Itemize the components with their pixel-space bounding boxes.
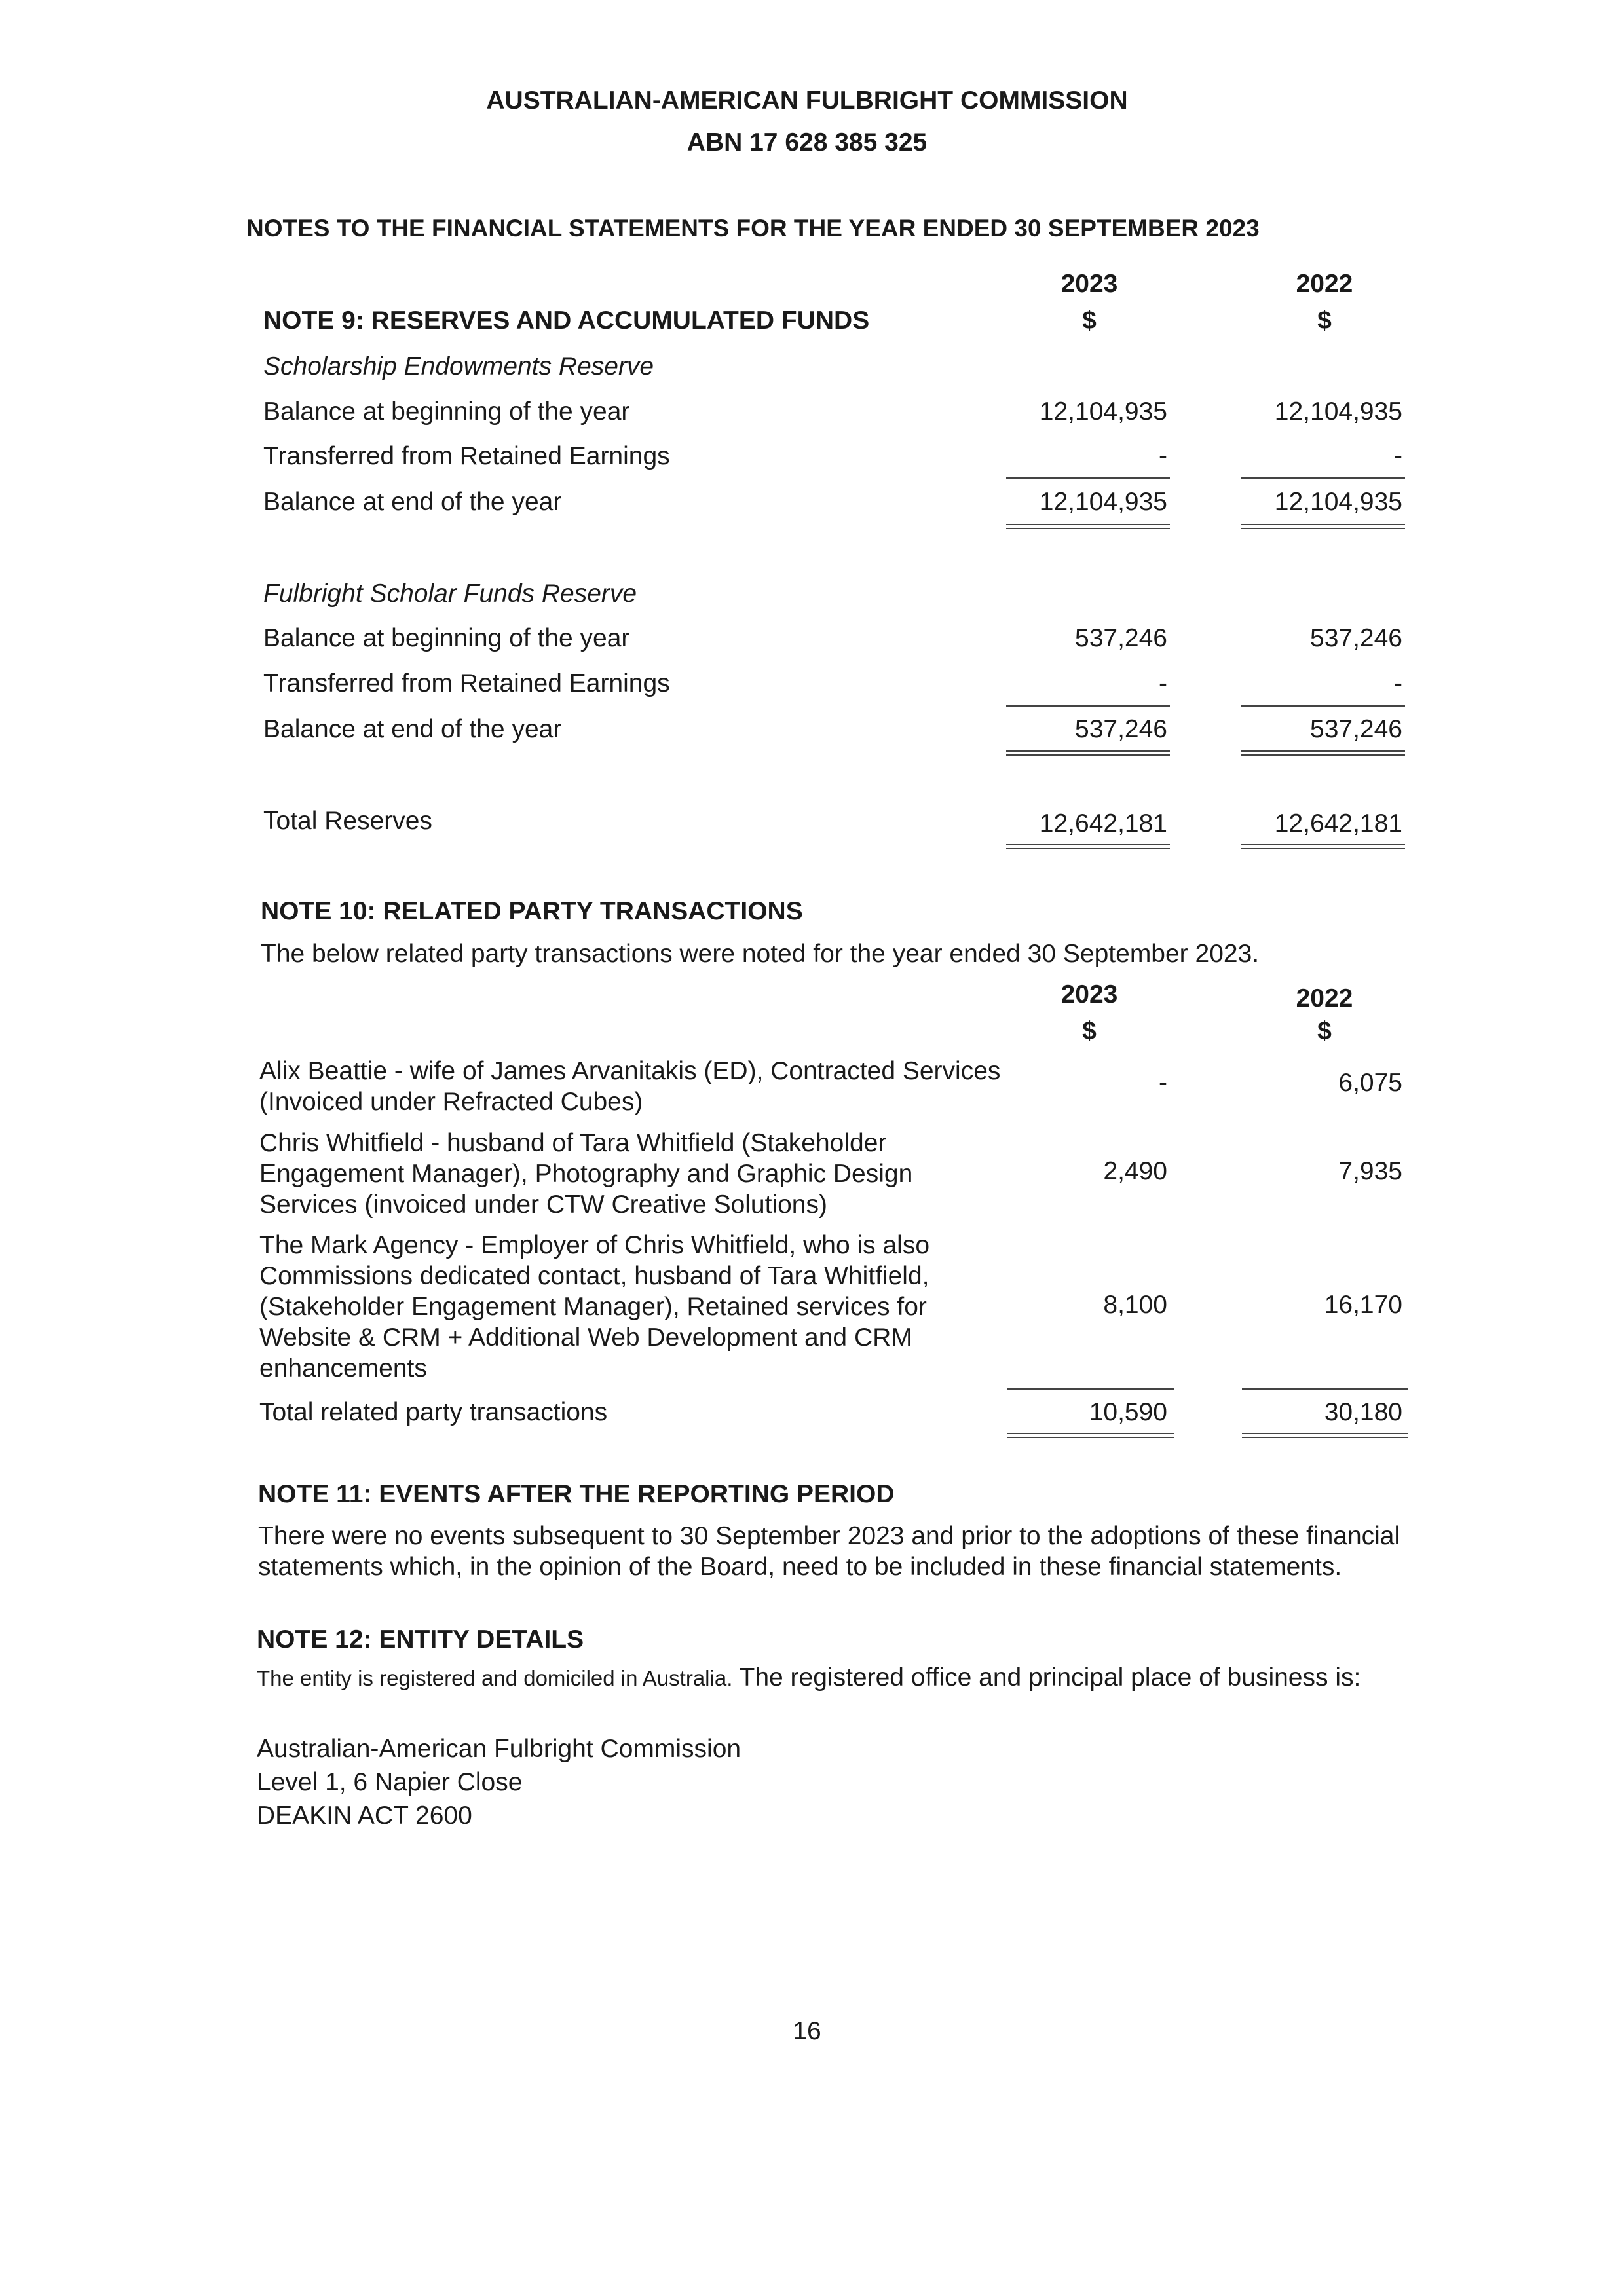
note9-currency-2023: $ bbox=[1082, 306, 1097, 335]
note11-line: There were no events subsequent to 30 September 2023 and prior to the adoptions of these financial bbox=[258, 1522, 1400, 1550]
total-reserves-2023: 12,642,181 bbox=[1039, 809, 1167, 838]
related-party-2023: 8,100 bbox=[1103, 1291, 1167, 1319]
ful-row-label: Balance at end of the year bbox=[263, 715, 562, 743]
related-party-2022: 16,170 bbox=[1324, 1291, 1402, 1319]
total-rule bbox=[1007, 1433, 1174, 1438]
note11-line: statements which, in the opinion of the Board, need to be included in these financial statements. bbox=[258, 1553, 1342, 1581]
total-rule bbox=[1006, 524, 1170, 529]
note12-title: NOTE 12: ENTITY DETAILS bbox=[257, 1625, 584, 1654]
sch-row-2022: 12,104,935 bbox=[1274, 398, 1402, 426]
sch-row-2023: - bbox=[1159, 442, 1167, 470]
total-related-2022: 30,180 bbox=[1324, 1398, 1402, 1426]
total-rule bbox=[1241, 524, 1405, 529]
row-line: Alix Beattie - wife of James Arvanitakis (ED), Contracted Services bbox=[259, 1057, 1001, 1085]
subtotal-rule bbox=[1242, 1388, 1408, 1390]
ful-row-2023: - bbox=[1159, 669, 1167, 697]
notes-title: NOTES TO THE FINANCIAL STATEMENTS FOR THE YEAR ENDED 30 SEPTEMBER 2023 bbox=[246, 215, 1260, 242]
subtotal-rule bbox=[1006, 705, 1170, 707]
subtotal-rule bbox=[1006, 477, 1170, 479]
total-rule bbox=[1241, 750, 1405, 756]
note12-intro-small: The entity is registered and domiciled in Australia. bbox=[257, 1666, 733, 1690]
note11-body bbox=[258, 1521, 1400, 1582]
total-rule bbox=[1006, 750, 1170, 756]
row-line: (Invoiced under Refracted Cubes) bbox=[259, 1088, 643, 1116]
note10-title: NOTE 10: RELATED PARTY TRANSACTIONS bbox=[261, 897, 803, 925]
sch-row-2023: 12,104,935 bbox=[1039, 398, 1167, 426]
row-line: Engagement Manager), Photography and Graphic Design bbox=[259, 1160, 913, 1188]
related-party-2023: - bbox=[1159, 1069, 1167, 1097]
row-line: The Mark Agency - Employer of Chris Whitfield, who is also bbox=[259, 1231, 930, 1259]
related-party-2022: 6,075 bbox=[1338, 1069, 1402, 1097]
note10-currency-2023: $ bbox=[1082, 1017, 1097, 1045]
scholarship-heading: Scholarship Endowments Reserve bbox=[263, 352, 654, 380]
sch-row-label: Balance at beginning of the year bbox=[263, 398, 630, 426]
note9-currency-2022: $ bbox=[1317, 306, 1332, 335]
row-line: Services (invoiced under CTW Creative Solutions) bbox=[259, 1191, 827, 1219]
sch-row-2022: 12,104,935 bbox=[1274, 488, 1402, 516]
ful-row-label: Balance at beginning of the year bbox=[263, 624, 630, 652]
subtotal-rule bbox=[1241, 705, 1405, 707]
note10-col-2022: 2022 bbox=[1296, 984, 1353, 1012]
ful-row-2022: 537,246 bbox=[1310, 624, 1402, 652]
ful-row-label: Transferred from Retained Earnings bbox=[263, 669, 670, 697]
related-party-2022: 7,935 bbox=[1338, 1157, 1402, 1185]
related-party-row bbox=[259, 1128, 912, 1220]
ful-row-2022: 537,246 bbox=[1310, 715, 1402, 743]
note11-title: NOTE 11: EVENTS AFTER THE REPORTING PERIOD bbox=[258, 1480, 895, 1508]
total-related-2023: 10,590 bbox=[1089, 1398, 1167, 1426]
sch-row-label: Balance at end of the year bbox=[263, 488, 562, 516]
note12-intro bbox=[257, 1663, 1361, 1692]
sch-row-label: Transferred from Retained Earnings bbox=[263, 442, 670, 470]
sch-row-2022: - bbox=[1394, 442, 1402, 470]
row-line: Commissions dedicated contact, husband of Tara Whitfield, bbox=[259, 1262, 929, 1290]
total-reserves-2022: 12,642,181 bbox=[1274, 809, 1402, 838]
subtotal-rule bbox=[1241, 477, 1405, 479]
total-reserves-label: Total Reserves bbox=[263, 807, 432, 835]
total-rule bbox=[1242, 1433, 1408, 1438]
row-line: (Stakeholder Engagement Manager), Retained services for bbox=[259, 1293, 927, 1321]
address-line: Level 1, 6 Napier Close bbox=[257, 1768, 523, 1796]
note9-col-2022: 2022 bbox=[1296, 270, 1353, 298]
note9-title: NOTE 9: RESERVES AND ACCUMULATED FUNDS bbox=[263, 306, 870, 335]
page-number: 16 bbox=[793, 2017, 821, 2045]
row-line: Chris Whitfield - husband of Tara Whitfield (Stakeholder bbox=[259, 1129, 887, 1157]
row-line: enhancements bbox=[259, 1354, 427, 1382]
ful-row-2023: 537,246 bbox=[1075, 624, 1167, 652]
fulbright-heading: Fulbright Scholar Funds Reserve bbox=[263, 580, 637, 608]
org-name: AUSTRALIAN-AMERICAN FULBRIGHT COMMISSION bbox=[486, 86, 1128, 115]
total-rule bbox=[1006, 844, 1170, 849]
note12-intro-rest: The registered office and principal place of business is: bbox=[732, 1663, 1361, 1692]
note10-intro: The below related party transactions were noted for the year ended 30 September 2023. bbox=[261, 940, 1260, 968]
related-party-2023: 2,490 bbox=[1103, 1157, 1167, 1185]
related-party-row bbox=[259, 1056, 1000, 1117]
abn: ABN 17 628 385 325 bbox=[686, 128, 928, 157]
ful-row-2022: - bbox=[1394, 669, 1402, 697]
address-block bbox=[257, 1732, 741, 1832]
ful-row-2023: 537,246 bbox=[1075, 715, 1167, 743]
note10-currency-2022: $ bbox=[1317, 1017, 1332, 1045]
total-rule bbox=[1241, 844, 1405, 849]
related-party-row bbox=[259, 1230, 929, 1384]
total-related-label: Total related party transactions bbox=[259, 1398, 608, 1426]
subtotal-rule bbox=[1007, 1388, 1174, 1390]
note10-col-2023: 2023 bbox=[1060, 980, 1118, 1009]
address-line: DEAKIN ACT 2600 bbox=[257, 1802, 472, 1830]
note9-col-2023: 2023 bbox=[1060, 270, 1118, 298]
sch-row-2023: 12,104,935 bbox=[1039, 488, 1167, 516]
row-line: Website & CRM + Additional Web Development and CRM bbox=[259, 1324, 912, 1352]
address-line: Australian-American Fulbright Commission bbox=[257, 1735, 741, 1763]
